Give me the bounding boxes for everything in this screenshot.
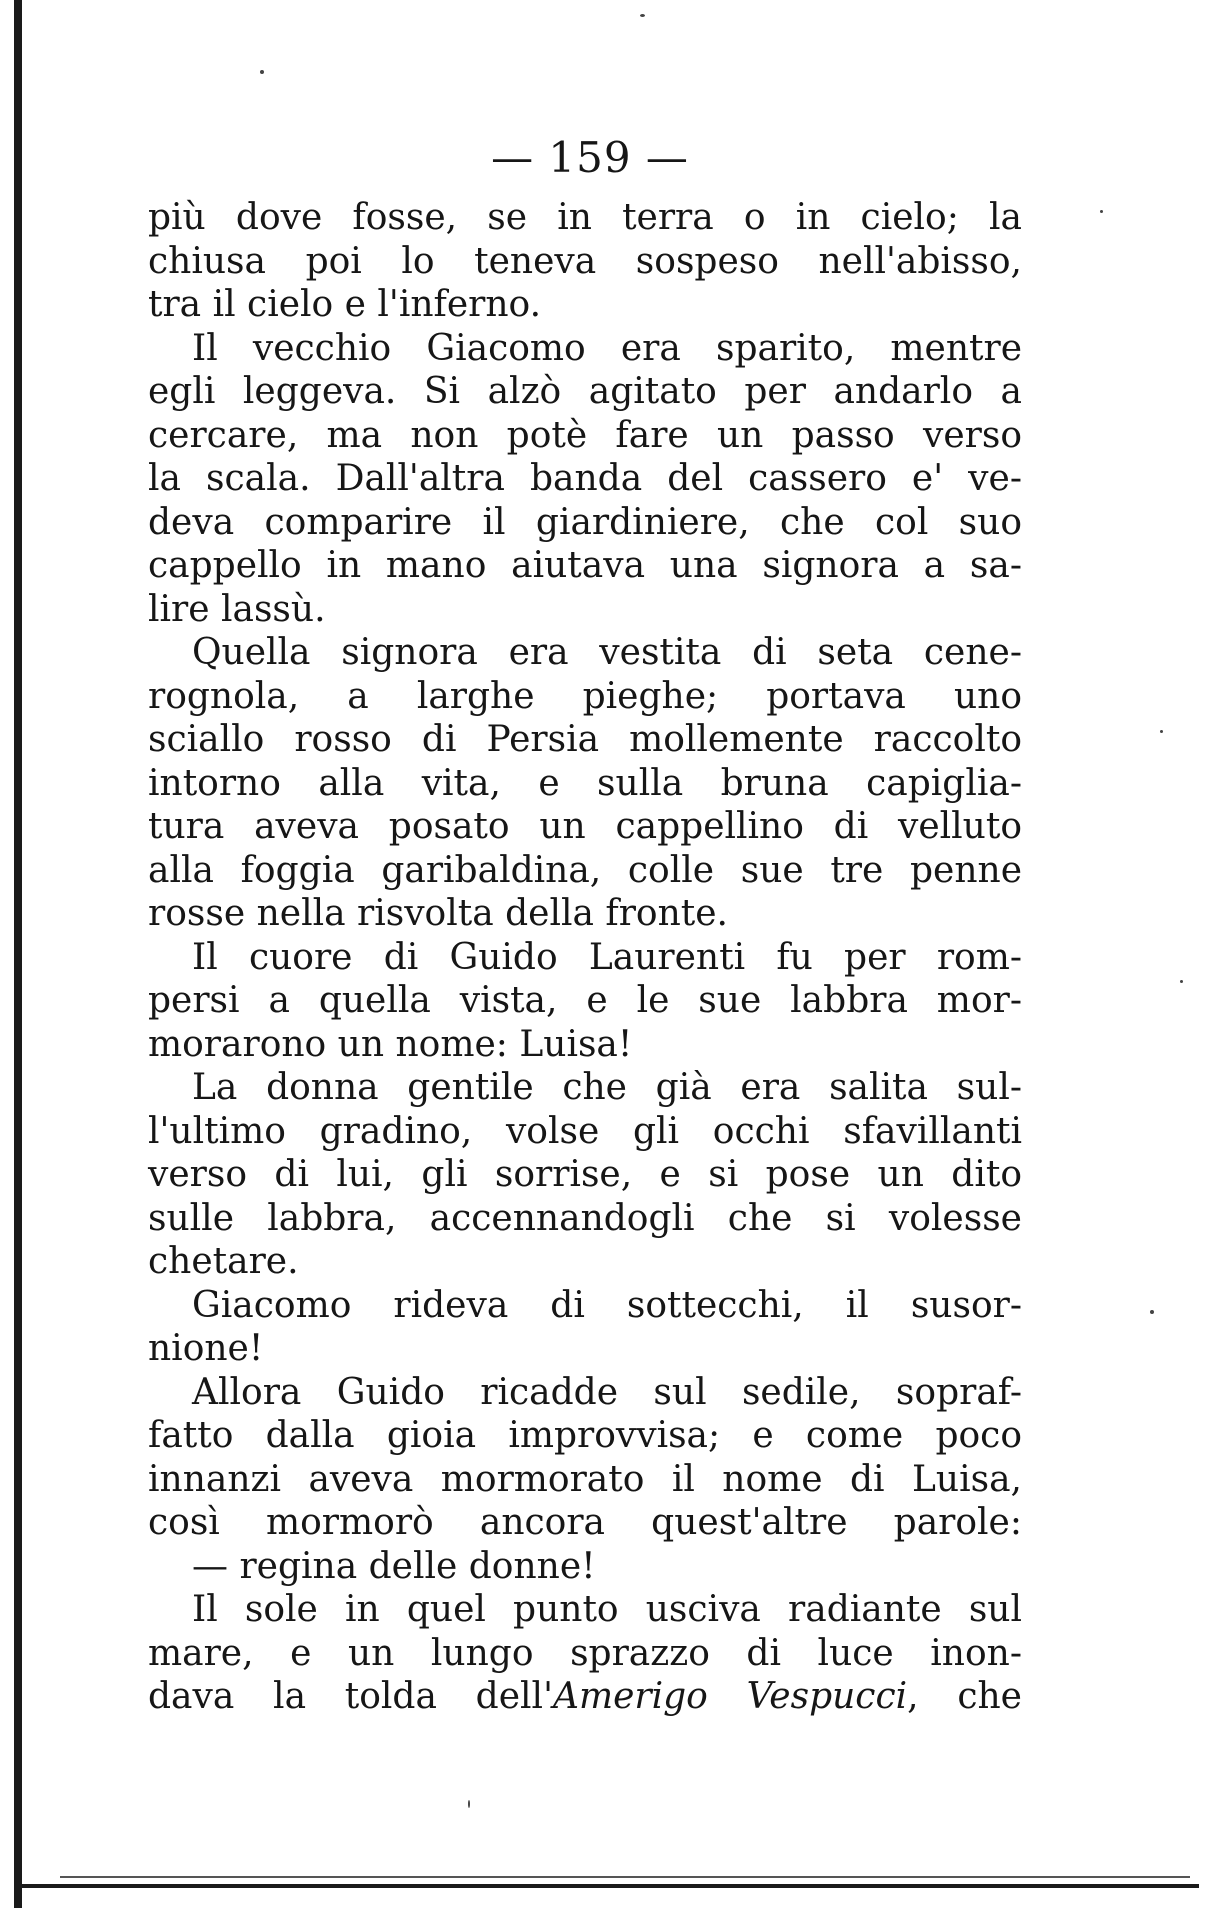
scan-speck: [1100, 210, 1103, 213]
bottom-edge-line: [60, 1876, 1190, 1878]
scan-speck: [260, 70, 264, 74]
text-line: l'ultimo gradino, volse gli occhi sfavillanti: [148, 1110, 1022, 1152]
text-line: nione!: [148, 1328, 264, 1369]
text-line: verso di lui, gli sorrise, e si pose un dito: [148, 1154, 1022, 1195]
text-line: chetare.: [148, 1241, 299, 1282]
text-line: chiusa poi lo teneva sospeso nell'abisso,: [148, 240, 1022, 282]
body-text: [148, 196, 1022, 1719]
text-line: [148, 1675, 1022, 1719]
text-fragment: dava la tolda dell': [148, 1676, 553, 1717]
text-line: sulle labbra, accennandogli che si volesse: [148, 1197, 1022, 1239]
text-line: rognola, a larghe pieghe; portava uno: [148, 675, 1022, 717]
page-binding-edge: [14, 0, 22, 1908]
text-line: Quella signora era vestita di seta cene-: [192, 632, 1022, 673]
text-line: cercare, ma non potè fare un passo verso: [148, 414, 1022, 456]
text-fragment: , che: [907, 1676, 1022, 1717]
text-line: morarono un nome: Luisa!: [148, 1023, 633, 1065]
bottom-edge: [14, 1884, 1199, 1888]
scan-speck: [640, 14, 645, 17]
text-line: Il sole in quel punto usciva radiante sul: [192, 1589, 1022, 1630]
text-line: Giacomo rideva di sottecchi, il susor-: [192, 1284, 1022, 1326]
text-line: così mormorò ancora quest'altre parole:: [148, 1502, 1022, 1543]
text-line: tura aveva posato un cappellino di velluto: [148, 806, 1022, 847]
text-line: la scala. Dall'altra banda del cassero e' ve-: [148, 458, 1022, 499]
text-line: mare, e un lungo sprazzo di luce inon-: [148, 1632, 1022, 1674]
text-line: deva comparire il giardiniere, che col suo: [148, 501, 1022, 543]
scan-speck: [1180, 980, 1183, 983]
scan-speck: [1160, 730, 1163, 733]
text-line: egli leggeva. Si alzò agitato per andarlo a: [148, 371, 1022, 412]
text-line: intorno alla vita, e sulla bruna capiglia-: [148, 762, 1022, 804]
text-line: lire lassù.: [148, 588, 326, 630]
text-line: Il vecchio Giacomo era sparito, mentre: [192, 327, 1022, 369]
page-number: — 159 —: [491, 133, 689, 182]
text-line: sciallo rosso di Persia mollemente raccolto: [148, 719, 1022, 760]
text-line: persi a quella vista, e le sue labbra mor-: [148, 980, 1022, 1021]
text-line: cappello in mano aiutava una signora a sa-: [148, 545, 1022, 586]
text-line: alla foggia garibaldina, colle sue tre penne: [148, 849, 1022, 891]
scan-speck: [1150, 1310, 1154, 1314]
text-line: innanzi aveva mormorato il nome di Luisa,: [148, 1458, 1022, 1500]
text-line: Allora Guido ricadde sul sedile, sopraf-: [192, 1371, 1022, 1413]
scan-speck: [468, 1800, 470, 1808]
text-line: rosse nella risvolta della fronte.: [148, 893, 728, 934]
text-line: La donna gentile che già era salita sul-: [192, 1067, 1022, 1108]
text-line: — regina delle donne!: [192, 1545, 596, 1587]
text-line: tra il cielo e l'inferno.: [148, 284, 542, 325]
text-line: più dove fosse, se in terra o in cielo; la: [148, 197, 1022, 238]
text-line: Il cuore di Guido Laurenti fu per rom-: [192, 936, 1022, 978]
text-line: fatto dalla gioia improvvisa; e come poco: [148, 1415, 1022, 1456]
ship-name-italic: Amerigo Vespucci: [552, 1676, 908, 1717]
